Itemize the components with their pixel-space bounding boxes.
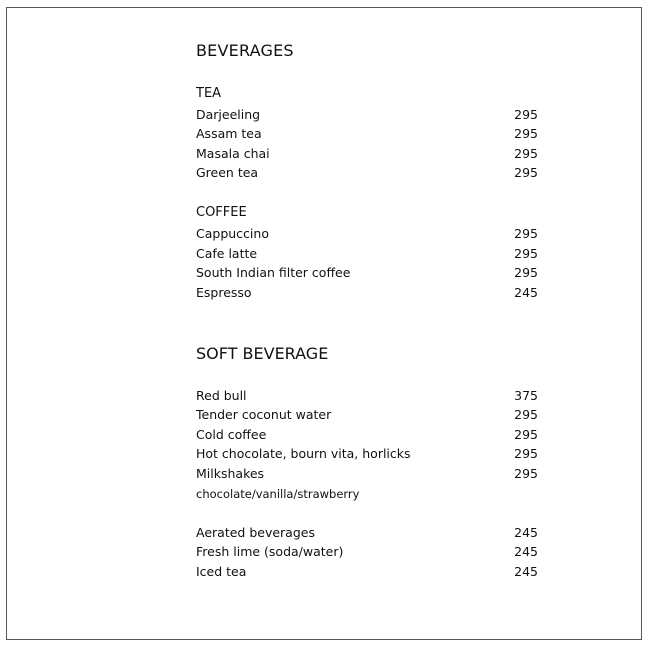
item-price: 245 (514, 564, 538, 579)
menu-item (196, 542, 538, 561)
menu-item (196, 405, 538, 424)
menu-item (196, 425, 538, 444)
menu-item (196, 523, 538, 542)
menu-item (196, 386, 538, 405)
menu-item (196, 263, 538, 282)
soft-beverage-heading: SOFT BEVERAGE (196, 344, 329, 363)
item-name: Hot chocolate, bourn vita, horlicks (196, 446, 411, 461)
menu-item (196, 144, 538, 163)
item-name: Red bull (196, 388, 247, 403)
item-name: Tender coconut water (196, 407, 332, 422)
tea-heading: TEA (196, 86, 222, 101)
item-price: 295 (514, 466, 538, 481)
item-price: 245 (514, 544, 538, 559)
item-name: Cold coffee (196, 427, 267, 442)
item-price: 295 (514, 407, 538, 422)
menu-item (196, 283, 538, 302)
item-name: South Indian filter coffee (196, 265, 351, 280)
item-name: Green tea (196, 165, 259, 180)
item-price: 295 (514, 165, 538, 180)
coffee-heading: COFFEE (196, 205, 247, 220)
item-name: Iced tea (196, 564, 247, 579)
milkshake-flavours-note: chocolate/vanilla/strawberry (196, 487, 360, 501)
item-name: Darjeeling (196, 107, 261, 122)
item-price: 295 (514, 226, 538, 241)
item-price: 295 (514, 246, 538, 261)
menu-item (196, 105, 538, 124)
item-price: 245 (514, 525, 538, 540)
item-name: Aerated beverages (196, 525, 315, 540)
item-name: Fresh lime (soda/water) (196, 544, 344, 559)
menu-item (196, 464, 538, 483)
menu-item (196, 124, 538, 143)
item-price: 295 (514, 446, 538, 461)
menu-item (196, 163, 538, 182)
item-price: 295 (514, 126, 538, 141)
item-name: Cappuccino (196, 226, 269, 241)
item-name: Cafe latte (196, 246, 258, 261)
item-price: 375 (514, 388, 538, 403)
item-price: 295 (514, 265, 538, 280)
item-name: Masala chai (196, 146, 270, 161)
item-price: 295 (514, 146, 538, 161)
menu-item (196, 244, 538, 263)
item-price: 245 (514, 285, 538, 300)
menu-title: BEVERAGES (196, 41, 294, 60)
item-name: Assam tea (196, 126, 262, 141)
item-name: Espresso (196, 285, 252, 300)
menu-item (196, 444, 538, 463)
item-price: 295 (514, 427, 538, 442)
menu-item (196, 562, 538, 581)
menu-item (196, 224, 538, 243)
item-name: Milkshakes (196, 466, 265, 481)
item-price: 295 (514, 107, 538, 122)
